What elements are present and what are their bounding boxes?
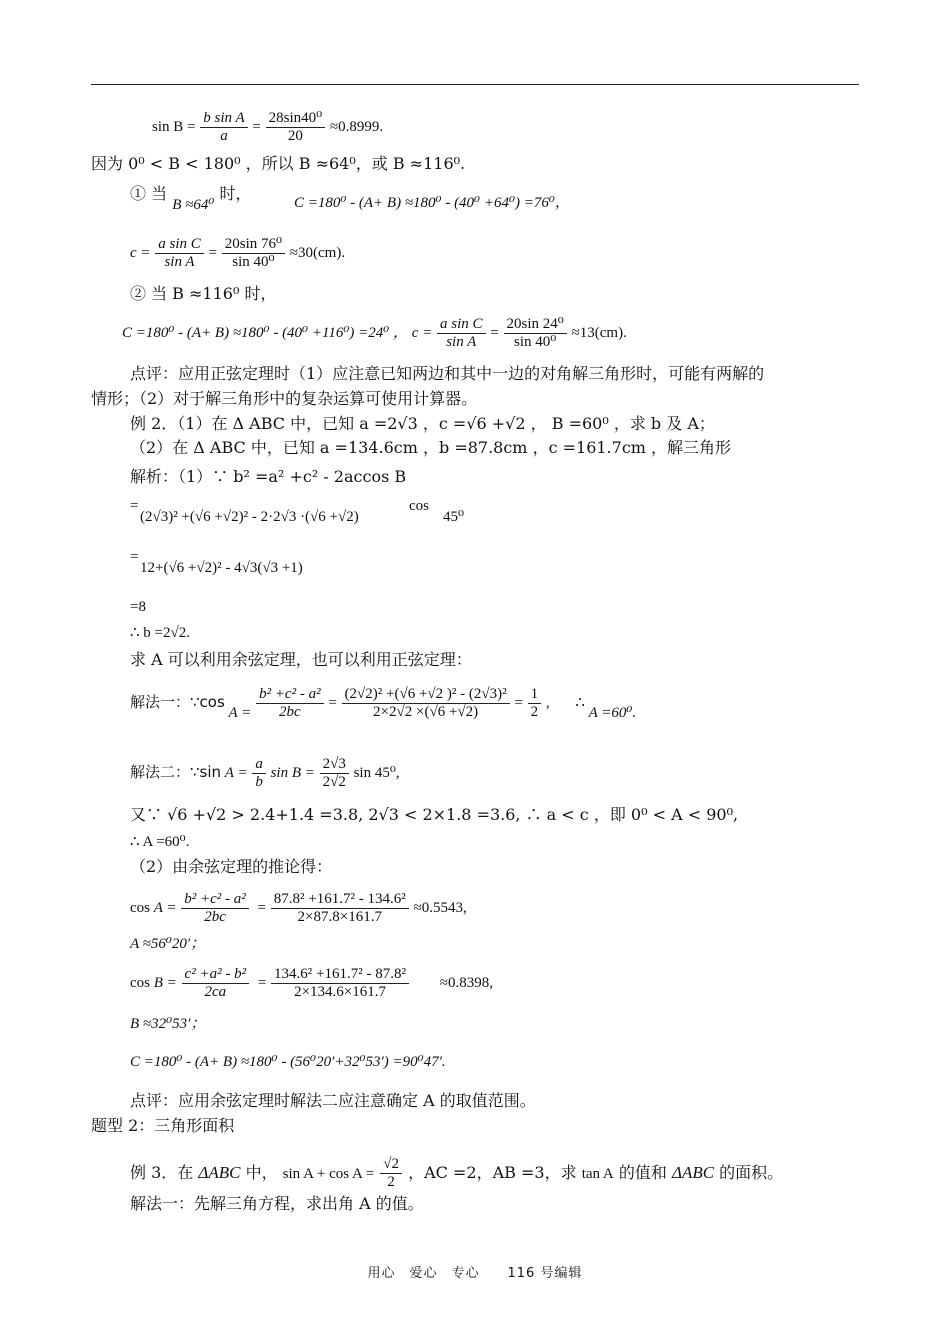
num: b sin A [200,110,247,128]
ex2-l1-eq: = [130,498,139,514]
num: 134.6² +161.7² - 87.8² [271,966,409,984]
eq-sign: = [257,899,267,916]
result: ≈30(cm). [289,244,346,261]
den: 2×2√2 ×(√6 +√2) [373,704,479,720]
den: sin 40⁰ [232,254,275,270]
eq-sign-2: = [514,694,523,711]
den: a [220,128,228,144]
frac-p2-1 [181,891,249,926]
c2-lhs: c = [411,324,433,341]
because-line: 因为 0⁰ < B < 180⁰ ，所以 B ≈64⁰，或 B ≈116⁰. [91,154,466,173]
num: 20sin 76⁰ [222,236,285,254]
num: 2√3 [320,756,349,774]
eq-c2 [122,316,627,351]
tri: ΔABC [198,1163,241,1182]
num: 28sin40⁰ [266,110,326,128]
frac-p2-2 [271,891,409,926]
frac-half [528,686,542,721]
ex3-c: ，AC =2，AB =3，求 [408,1163,577,1182]
ex2-l1-45: 45⁰ [443,509,465,525]
case1-C: C =180⁰ - (A+ B) ≈180⁰ - (40⁰ +64⁰) =76⁰， [294,195,570,211]
header-rule [91,84,859,85]
ex2-l1-cos: cos [409,498,429,514]
num: a sin C [437,316,486,334]
part2-Aval: A ≈56⁰20′； [130,936,206,952]
m2-A: A = [224,764,248,781]
m2-label: 解法二：∵sin [130,762,222,781]
frac-p2-4 [271,966,409,1001]
comment2: 点评：应用余弦定理时解法二应注意确定 A 的取值范围。 [130,1091,536,1110]
den: 2×87.8×161.7 [297,909,382,925]
num: √2 [380,1156,402,1174]
page-footer: 用心 爱心 专心 116 号编辑 [367,1266,583,1281]
num: b² +c² - a² [256,686,324,704]
m2-sinB: sin B = [270,764,315,781]
ex2-sol: 解析：（1）∵ b² =a² +c² - 2accos B [130,467,407,486]
frac-a-b [252,756,266,791]
ex2-title: 例 2．（1）在 Δ ABC 中，已知 a =2√3 ，c =√6 +√2 ， B =60⁰ ，求 b 及 A； [130,414,715,433]
den: b [255,774,263,790]
part2-cosA [130,891,467,926]
m1-label: 解法一：∵cos [130,692,225,711]
c1-lhs: c = [130,244,151,261]
ex2-part2: （2）在 Δ ABC 中，已知 a =134.6cm ，b =87.8cm ，c =161.7cm ，解三角形 [130,438,732,457]
type2-heading: 题型 2：三角形面积 [91,1116,235,1135]
num: (2√2)² +(√6 +√2 )² - (2√3)² [342,686,510,704]
frac-asinC-sinA [155,236,204,271]
ex2-findA: 求 A 可以利用余弦定理，也可以利用正弦定理： [130,650,472,669]
part2-Bval: B ≈32⁰53′； [130,1016,206,1032]
den: sin A [164,254,195,270]
cond: sin A + cos A = [282,1166,375,1182]
comment1-b: 情形；（2）对于解三角形中的复杂运算可使用计算器。 [91,389,478,408]
ex3-b: 中， [245,1163,278,1182]
method2 [130,756,400,791]
frac-m1-2 [342,686,510,721]
ex2-l2-eq: = [130,549,139,565]
part2-label: （2）由余弦定理的推论得： [130,857,333,876]
case1-line [130,184,252,213]
part2-cosB [130,966,493,1001]
frac-m1-1 [256,686,324,721]
ex2-l2: 12+(√6 +√2)² - 4√3(√3 +1) [140,560,303,576]
frac-20sin24-sin40 [504,316,567,351]
num: 87.8² +161.7² - 134.6² [271,891,409,909]
sinB-lhs: sin B = [152,118,196,135]
num: b² +c² - a² [181,891,249,909]
ex3-a: 例 3．在 [130,1163,194,1182]
eq-sign: = [257,974,267,991]
eq-sinB [152,110,383,145]
case1-cond: B ≈64⁰ [172,197,215,213]
case1-shi: 时， [219,184,252,203]
A: A = [153,899,177,916]
method2-also: 又∵ √6 +√2 > 2.4+1.4 =3.8, 2√3 < 2×1.8 =3.6, ∴ a < c ，即 0⁰ < A < 90⁰, [130,805,739,824]
result: ≈0.8398, [439,974,493,991]
therefore: ∴ [575,694,585,711]
frac-asinC-sinA-2 [437,316,486,351]
m1-result: A =60⁰. [588,704,637,721]
ex3-title [130,1156,783,1191]
ex2-l3: =8 [130,599,146,615]
num: 20sin 24⁰ [504,316,567,334]
frac-20sin76-sin40 [222,236,285,271]
result: ≈0.8999. [329,118,384,135]
den: 20 [287,128,303,144]
eq-sign: = [490,324,499,341]
eq-c1 [130,236,345,271]
frac-bsinA-a [200,110,247,145]
den: 2bc [278,704,301,720]
num: a sin C [155,236,204,254]
frac-p2-3 [182,966,250,1001]
eq-sign: = [252,118,261,135]
method1 [130,686,636,721]
frac-2r3-2r2 [320,756,349,791]
result: ≈13(cm). [571,324,627,341]
frac-r2-2 [380,1156,402,1191]
ex2-l4: ∴ b =2√2. [130,625,190,641]
method2-final: ∴ A =60⁰. [130,834,190,850]
case2-C: C =180⁰ - (A+ B) ≈180⁰ - (40⁰ +116⁰) =24⁰ ， [122,324,408,341]
eq-sign: = [328,694,337,711]
result: ≈0.5543, [413,899,467,916]
den: 2bc [204,909,226,925]
m2-result: sin 45⁰, [353,764,400,781]
num: c² +a² - b² [182,966,250,984]
comment1-a: 点评：应用正弦定理时（1）应注意已知两边和其中一边的对角解三角形时，可能有两解的 [130,364,765,383]
sol3: 解法一：先解三角方程，求出角 A 的值。 [130,1194,424,1213]
ex3-d: 的值和 [618,1163,667,1182]
num: 1 [528,686,542,704]
tanA: tan A [581,1166,614,1182]
den: 2×134.6×161.7 [294,984,386,1000]
case1-label: ① 当 [130,184,168,203]
ex3-e: 的面积。 [719,1163,784,1182]
den: 2 [530,704,539,720]
den: 2 [387,1174,395,1190]
comma: , [545,694,550,711]
den: sin A [446,334,477,350]
ex2-l1: (2√3)² +(√6 +√2)² - 2·2√3 ·(√6 +√2) [140,509,359,525]
cos: cos [130,899,150,916]
m1-A: A = [228,704,252,721]
tri2: ΔABC [671,1163,715,1182]
case2-line: ② 当 B ≈116⁰ 时， [130,284,277,303]
B: B = [153,974,177,991]
cos: cos [130,974,150,991]
den: 2ca [204,984,227,1000]
den: sin 40⁰ [514,334,557,350]
num: a [252,756,266,774]
den: 2√2 [322,774,346,790]
part2-C: C =180⁰ - (A+ B) ≈180⁰ - (56⁰20′+32⁰53′) =90⁰47′. [130,1054,446,1070]
eq-sign: = [208,244,218,261]
frac-28sin40-20 [266,110,326,145]
